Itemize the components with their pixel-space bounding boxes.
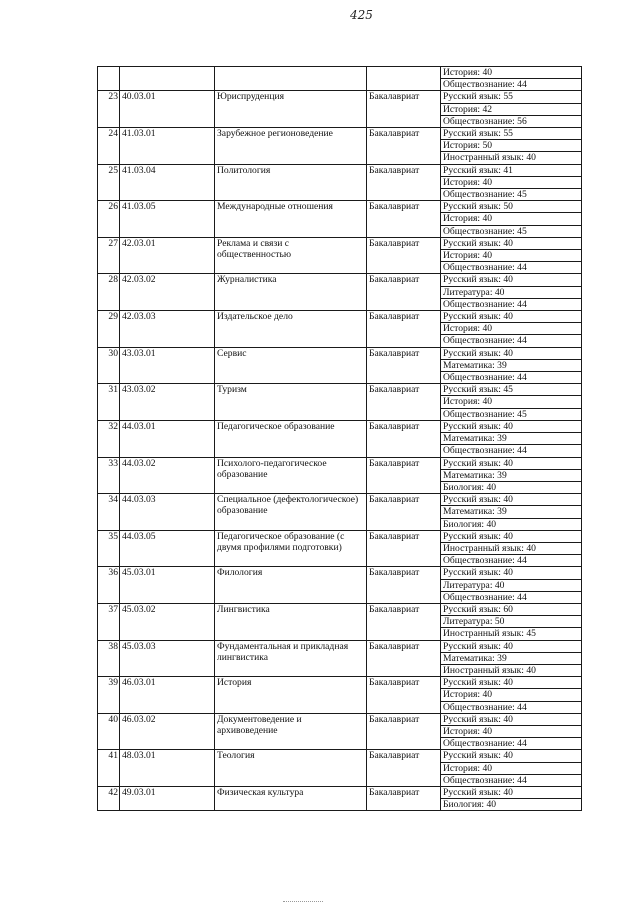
- cell-subject-min-score: Обществознание: 44: [441, 298, 582, 310]
- cell-program-code: 45.03.03: [120, 640, 215, 677]
- cell-level: Бакалавриат: [367, 457, 441, 494]
- cell-subject-min-score: Обществознание: 44: [441, 335, 582, 347]
- cell-number: 25: [98, 164, 120, 201]
- cell-level: Бакалавриат: [367, 640, 441, 677]
- cell-subject-min-score: Русский язык: 41: [441, 164, 582, 176]
- cell-subject-min-score: Русский язык: 40: [441, 786, 582, 798]
- cell-number: 42: [98, 786, 120, 810]
- cell-program-code: 42.03.03: [120, 311, 215, 348]
- cell-subject-min-score: Русский язык: 40: [441, 494, 582, 506]
- cell-number: 41: [98, 750, 120, 787]
- table-row: [98, 91, 582, 103]
- cell-program-code: [120, 67, 215, 91]
- cell-subject-min-score: Русский язык: 40: [441, 640, 582, 652]
- cell-subject-min-score: Обществознание: 44: [441, 591, 582, 603]
- cell-subject-min-score: История: 40: [441, 67, 582, 79]
- cell-program-name: Теология: [215, 750, 367, 787]
- cell-subject-min-score: Математика: 39: [441, 359, 582, 371]
- cell-number: 27: [98, 237, 120, 274]
- cell-subject-min-score: История: 40: [441, 323, 582, 335]
- cell-program-code: 44.03.05: [120, 530, 215, 567]
- cell-number: 30: [98, 347, 120, 384]
- cell-subject-min-score: Русский язык: 40: [441, 311, 582, 323]
- table-row: [98, 457, 582, 469]
- cell-program-code: 46.03.01: [120, 677, 215, 714]
- cell-program-name: Педагогическое образование: [215, 420, 367, 457]
- cell-level: Бакалавриат: [367, 750, 441, 787]
- cell-program-name: Лингвистика: [215, 603, 367, 640]
- cell-subject-min-score: История: 40: [441, 762, 582, 774]
- cell-subject-min-score: Биология: 40: [441, 518, 582, 530]
- table-row: [98, 750, 582, 762]
- table-row: [98, 128, 582, 140]
- cell-program-code: 43.03.01: [120, 347, 215, 384]
- table-row: [98, 640, 582, 652]
- cell-subject-min-score: История: 40: [441, 176, 582, 188]
- cell-program-name: Педагогическое образование (с двумя профилями подготовки): [215, 530, 367, 567]
- cell-program-name: Физическая культура: [215, 786, 367, 810]
- cell-subject-min-score: Обществознание: 44: [441, 738, 582, 750]
- cell-level: Бакалавриат: [367, 311, 441, 348]
- cell-program-code: 41.03.01: [120, 128, 215, 165]
- cell-subject-min-score: Обществознание: 44: [441, 774, 582, 786]
- table-row: [98, 494, 582, 506]
- cell-program-code: 43.03.02: [120, 384, 215, 421]
- cell-program-name: [215, 67, 367, 91]
- cell-subject-min-score: Обществознание: 45: [441, 225, 582, 237]
- cell-level: Бакалавриат: [367, 274, 441, 311]
- cell-level: Бакалавриат: [367, 164, 441, 201]
- cell-program-code: 45.03.01: [120, 567, 215, 604]
- cell-subject-min-score: Иностранный язык: 40: [441, 664, 582, 676]
- cell-level: Бакалавриат: [367, 237, 441, 274]
- cell-subject-min-score: История: 40: [441, 250, 582, 262]
- cell-number: 31: [98, 384, 120, 421]
- cell-number: 29: [98, 311, 120, 348]
- cell-program-code: 44.03.01: [120, 420, 215, 457]
- cell-level: Бакалавриат: [367, 494, 441, 531]
- cell-number: 34: [98, 494, 120, 531]
- cell-subject-min-score: История: 40: [441, 213, 582, 225]
- cell-subject-min-score: Русский язык: 40: [441, 457, 582, 469]
- cell-number: 35: [98, 530, 120, 567]
- cell-subject-min-score: Обществознание: 44: [441, 79, 582, 91]
- cell-level: Бакалавриат: [367, 201, 441, 238]
- cell-level: Бакалавриат: [367, 347, 441, 384]
- cell-subject-min-score: Иностранный язык: 40: [441, 542, 582, 554]
- cell-level: Бакалавриат: [367, 567, 441, 604]
- table-row: [98, 201, 582, 213]
- cell-number: 33: [98, 457, 120, 494]
- table-row: [98, 311, 582, 323]
- cell-number: 37: [98, 603, 120, 640]
- cell-program-name: Сервис: [215, 347, 367, 384]
- cell-program-code: 42.03.01: [120, 237, 215, 274]
- cell-subject-min-score: Иностранный язык: 40: [441, 152, 582, 164]
- table-row: [98, 274, 582, 286]
- cell-level: Бакалавриат: [367, 677, 441, 714]
- cell-program-name: Журналистика: [215, 274, 367, 311]
- cell-level: [367, 67, 441, 91]
- table-row: [98, 713, 582, 725]
- table-body: [98, 67, 582, 811]
- cell-subject-min-score: Математика: 39: [441, 506, 582, 518]
- cell-subject-min-score: Русский язык: 40: [441, 750, 582, 762]
- cell-subject-min-score: Литература: 50: [441, 616, 582, 628]
- cell-program-code: 45.03.02: [120, 603, 215, 640]
- cell-program-name: Зарубежное регионоведение: [215, 128, 367, 165]
- cell-program-code: 48.03.01: [120, 750, 215, 787]
- cell-subject-min-score: Русский язык: 50: [441, 201, 582, 213]
- cell-number: 38: [98, 640, 120, 677]
- cell-program-name: Реклама и связи с общественностью: [215, 237, 367, 274]
- table-row: [98, 530, 582, 542]
- cell-level: Бакалавриат: [367, 91, 441, 128]
- table-row: [98, 567, 582, 579]
- cell-level: Бакалавриат: [367, 384, 441, 421]
- cell-program-name: Политология: [215, 164, 367, 201]
- cell-number: 40: [98, 713, 120, 750]
- cell-subject-min-score: Обществознание: 44: [441, 701, 582, 713]
- cell-number: 24: [98, 128, 120, 165]
- cell-program-code: 44.03.03: [120, 494, 215, 531]
- cell-subject-min-score: Русский язык: 40: [441, 567, 582, 579]
- cell-subject-min-score: Русский язык: 40: [441, 420, 582, 432]
- cell-subject-min-score: Биология: 40: [441, 799, 582, 811]
- table-row: [98, 347, 582, 359]
- cell-program-name: История: [215, 677, 367, 714]
- cell-number: 39: [98, 677, 120, 714]
- admission-requirements-table: [97, 66, 582, 811]
- cell-subject-min-score: Литература: 40: [441, 286, 582, 298]
- admission-table-container: [97, 66, 581, 811]
- cell-level: Бакалавриат: [367, 713, 441, 750]
- cell-number: 26: [98, 201, 120, 238]
- table-row: [98, 67, 582, 79]
- cell-subject-min-score: Русский язык: 55: [441, 91, 582, 103]
- cell-program-code: 41.03.04: [120, 164, 215, 201]
- cell-subject-min-score: Обществознание: 56: [441, 115, 582, 127]
- cell-number: 32: [98, 420, 120, 457]
- cell-subject-min-score: Русский язык: 40: [441, 274, 582, 286]
- cell-number: [98, 67, 120, 91]
- table-row: [98, 603, 582, 615]
- cell-program-name: Специальное (дефектологическое) образование: [215, 494, 367, 531]
- cell-program-code: 44.03.02: [120, 457, 215, 494]
- table-row: [98, 384, 582, 396]
- cell-program-name: Туризм: [215, 384, 367, 421]
- cell-level: Бакалавриат: [367, 603, 441, 640]
- cell-number: 28: [98, 274, 120, 311]
- cell-subject-min-score: Обществознание: 44: [441, 555, 582, 567]
- cell-subject-min-score: Обществознание: 44: [441, 445, 582, 457]
- page-number: 425: [350, 8, 373, 22]
- cell-level: Бакалавриат: [367, 420, 441, 457]
- cell-subject-min-score: История: 42: [441, 103, 582, 115]
- cell-subject-min-score: Литература: 40: [441, 579, 582, 591]
- cell-program-name: Фундаментальная и прикладная лингвистика: [215, 640, 367, 677]
- cell-subject-min-score: Русский язык: 40: [441, 237, 582, 249]
- cell-level: Бакалавриат: [367, 786, 441, 810]
- cell-subject-min-score: Математика: 39: [441, 652, 582, 664]
- cell-subject-min-score: Обществознание: 45: [441, 408, 582, 420]
- cell-subject-min-score: Математика: 39: [441, 469, 582, 481]
- table-row: [98, 164, 582, 176]
- cell-subject-min-score: Русский язык: 40: [441, 530, 582, 542]
- cell-program-name: Юриспруденция: [215, 91, 367, 128]
- cell-program-name: Издательское дело: [215, 311, 367, 348]
- cell-program-name: Филология: [215, 567, 367, 604]
- page-edge-mark: [283, 901, 323, 903]
- cell-subject-min-score: История: 40: [441, 725, 582, 737]
- cell-program-code: 49.03.01: [120, 786, 215, 810]
- table-row: [98, 786, 582, 798]
- cell-subject-min-score: Обществознание: 44: [441, 262, 582, 274]
- cell-subject-min-score: Русский язык: 40: [441, 713, 582, 725]
- cell-program-code: 41.03.05: [120, 201, 215, 238]
- cell-subject-min-score: Русский язык: 40: [441, 347, 582, 359]
- table-row: [98, 237, 582, 249]
- table-row: [98, 420, 582, 432]
- cell-subject-min-score: Математика: 39: [441, 433, 582, 445]
- cell-subject-min-score: Русский язык: 45: [441, 384, 582, 396]
- cell-program-name: Международные отношения: [215, 201, 367, 238]
- cell-subject-min-score: Обществознание: 44: [441, 372, 582, 384]
- cell-subject-min-score: История: 40: [441, 689, 582, 701]
- cell-subject-min-score: Русский язык: 40: [441, 677, 582, 689]
- cell-number: 36: [98, 567, 120, 604]
- cell-number: 23: [98, 91, 120, 128]
- cell-subject-min-score: Русский язык: 55: [441, 128, 582, 140]
- cell-program-code: 40.03.01: [120, 91, 215, 128]
- cell-subject-min-score: Иностранный язык: 45: [441, 628, 582, 640]
- cell-subject-min-score: Русский язык: 60: [441, 603, 582, 615]
- cell-subject-min-score: Обществознание: 45: [441, 189, 582, 201]
- cell-program-code: 42.03.02: [120, 274, 215, 311]
- cell-program-code: 46.03.02: [120, 713, 215, 750]
- cell-subject-min-score: Биология: 40: [441, 481, 582, 493]
- table-row: [98, 677, 582, 689]
- cell-level: Бакалавриат: [367, 128, 441, 165]
- cell-program-name: Документоведение и архивоведение: [215, 713, 367, 750]
- cell-subject-min-score: История: 40: [441, 396, 582, 408]
- cell-program-name: Психолого-педагогическое образование: [215, 457, 367, 494]
- cell-level: Бакалавриат: [367, 530, 441, 567]
- cell-subject-min-score: История: 50: [441, 140, 582, 152]
